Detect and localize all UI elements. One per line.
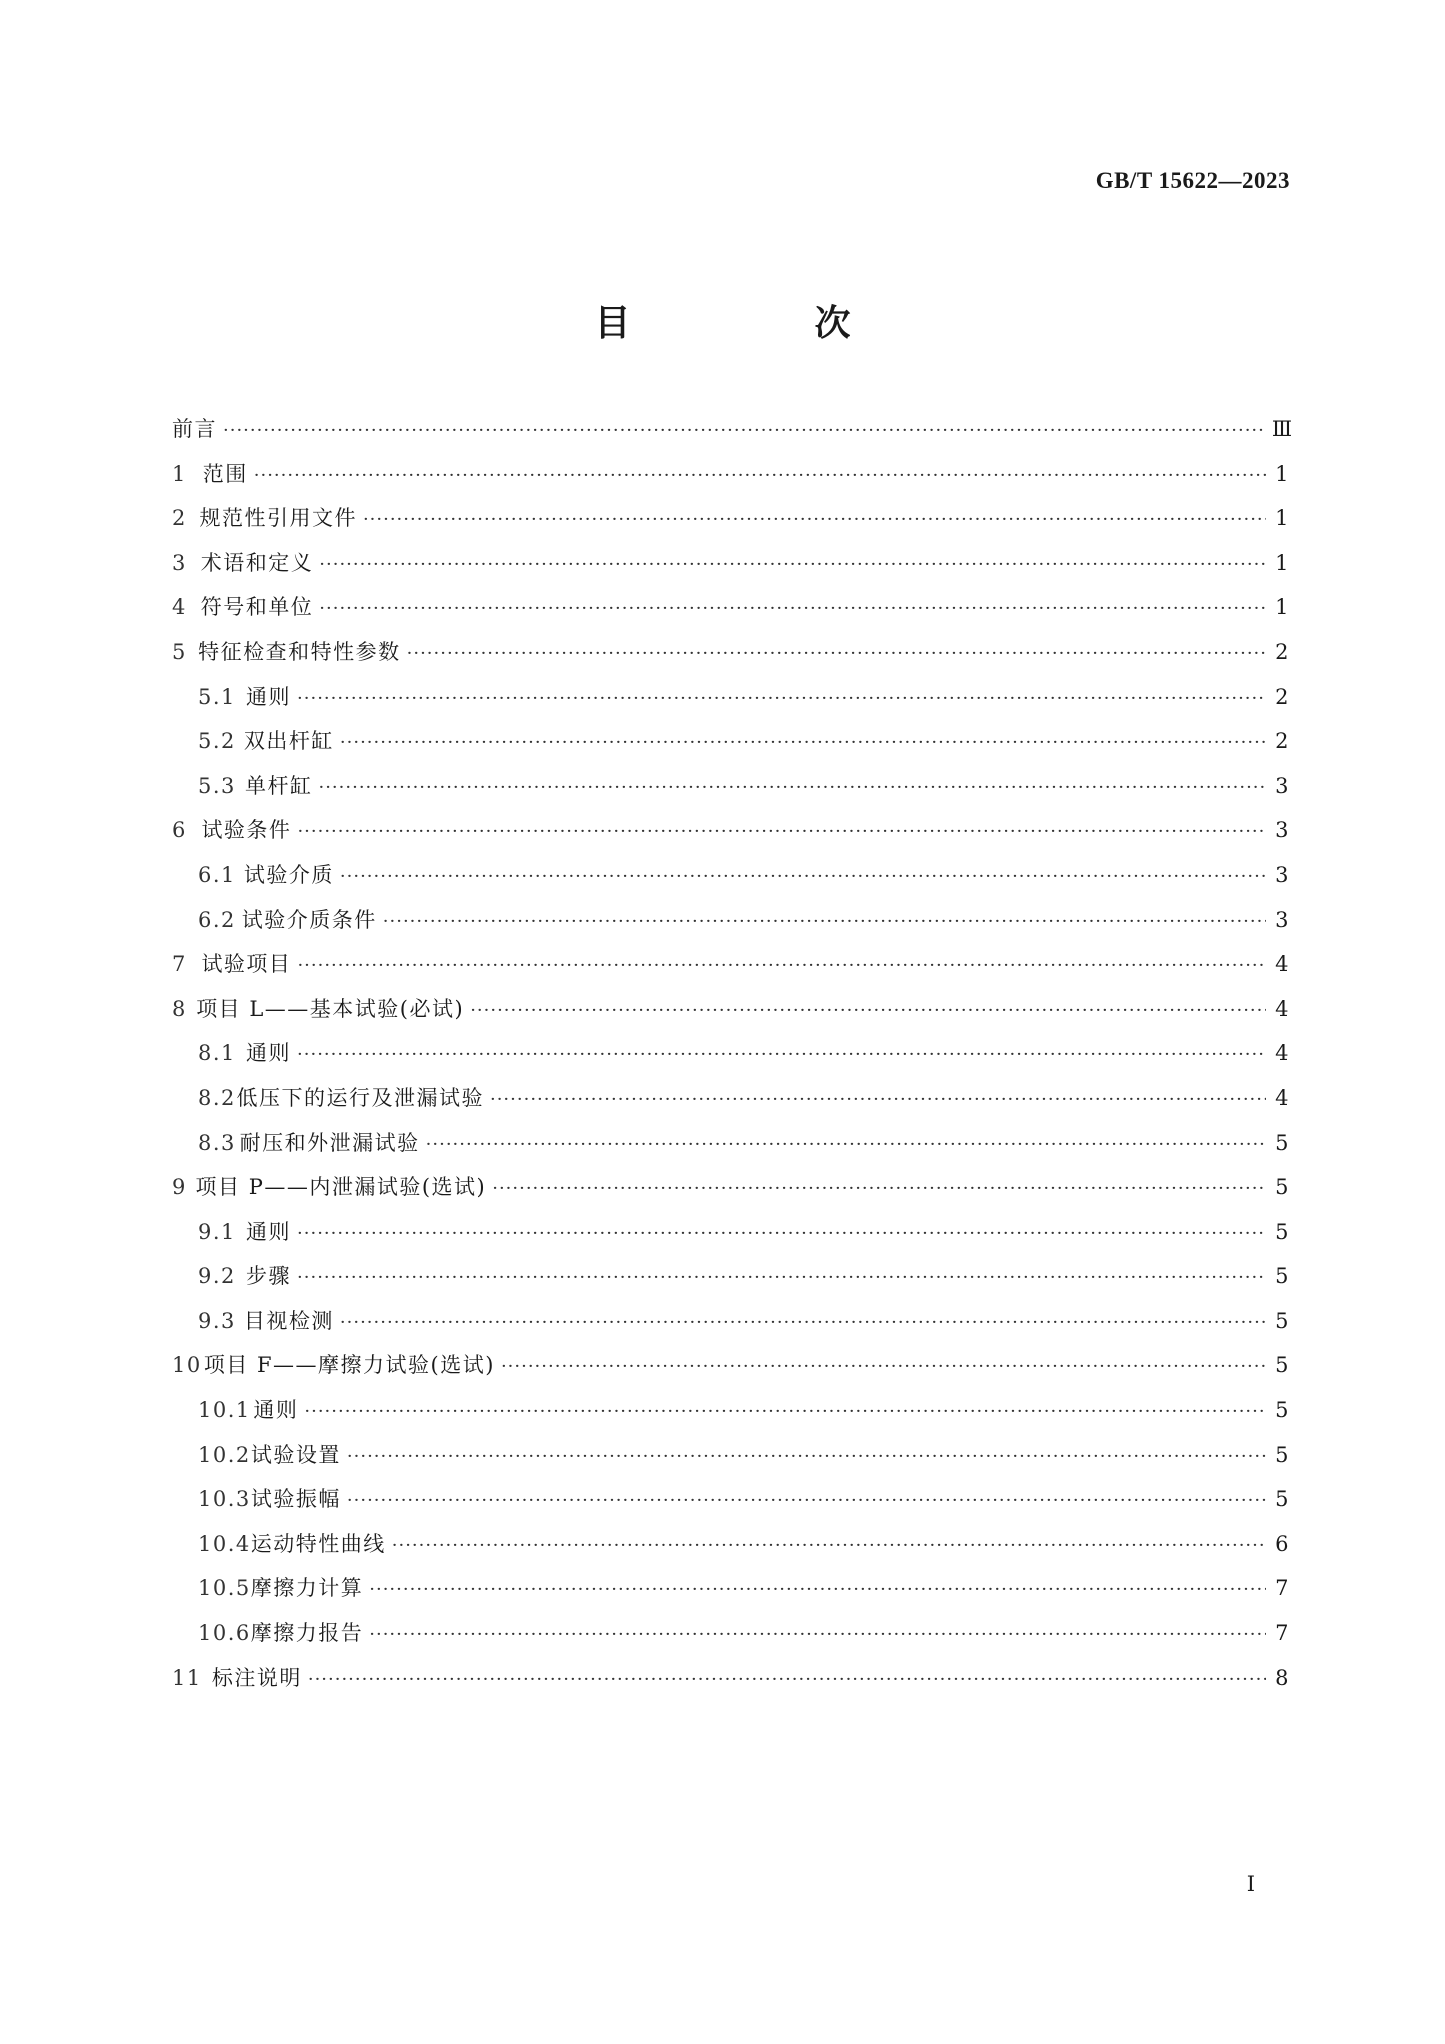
toc-entry[interactable] <box>172 1440 1290 1485</box>
toc-dot-leader <box>297 1040 1266 1070</box>
toc-entry-title: 试验介质 <box>243 862 334 887</box>
toc-entry[interactable] <box>172 1172 1290 1217</box>
toc-entry-number: 6.2 <box>198 907 236 932</box>
toc-entry-page: 4 <box>1275 1041 1290 1066</box>
toc-entry-title: 范围 <box>202 461 248 486</box>
toc-entry[interactable] <box>172 994 1290 1039</box>
toc-dot-leader <box>347 1486 1266 1516</box>
toc-entry[interactable] <box>172 1350 1290 1395</box>
toc-entry-number: 6 <box>172 818 187 843</box>
toc-entry-page: 3 <box>1275 818 1290 843</box>
toc-entry-page: Ⅲ <box>1271 417 1294 441</box>
toc-dot-leader <box>340 728 1266 758</box>
toc-entry-number: 8.3 <box>198 1130 236 1155</box>
toc-dot-leader <box>490 1085 1266 1115</box>
toc-dot-leader <box>318 773 1266 803</box>
toc-entry-title: 低压下的运行及泄漏试验 <box>236 1085 484 1110</box>
toc-entry-number: 10.4 <box>198 1531 251 1556</box>
toc-entry-page: 1 <box>1275 461 1290 486</box>
toc-entry-title: 目视检测 <box>243 1308 334 1333</box>
toc-dot-leader <box>426 1130 1266 1160</box>
toc-entry-page: 1 <box>1275 506 1290 531</box>
page-title: 目 次 <box>594 303 925 344</box>
toc-dot-leader <box>304 1397 1266 1427</box>
toc-entry-number: 10.1 <box>198 1398 251 1423</box>
toc-entry-page: 7 <box>1275 1621 1290 1646</box>
table-of-contents <box>172 414 1294 1707</box>
toc-entry-title: 耐压和外泄漏试验 <box>239 1130 420 1155</box>
toc-dot-leader <box>347 1442 1266 1472</box>
toc-entry[interactable] <box>172 592 1290 637</box>
toc-entry-title: 步骤 <box>246 1264 292 1289</box>
toc-entry-page: 5 <box>1275 1487 1290 1512</box>
toc-entry-title: 试验介质条件 <box>241 907 377 932</box>
toc-entry-page: 3 <box>1275 773 1290 798</box>
toc-entry[interactable] <box>172 1038 1290 1083</box>
toc-entry[interactable] <box>172 1261 1290 1306</box>
toc-entry[interactable] <box>172 949 1290 994</box>
toc-entry-title: 通则 <box>246 684 292 709</box>
toc-entry-number: 9.3 <box>198 1308 236 1333</box>
toc-entry[interactable] <box>172 860 1290 905</box>
toc-entry-number: 5.3 <box>198 773 236 798</box>
toc-entry-number: 10.6 <box>198 1621 251 1646</box>
toc-entry-page: 4 <box>1275 1085 1290 1110</box>
toc-dot-leader <box>501 1352 1266 1382</box>
toc-entry-number: 8.2 <box>198 1085 236 1110</box>
toc-entry-page: 3 <box>1275 862 1290 887</box>
standard-code: GB/T 15622—2023 <box>1095 168 1290 193</box>
toc-entry-title: 术语和定义 <box>200 550 314 575</box>
toc-entry-number: 3 <box>172 550 187 575</box>
toc-entry-number: 6.1 <box>198 862 236 887</box>
toc-entry-number: 9.1 <box>198 1219 236 1244</box>
toc-entry-title: 通则 <box>246 1041 292 1066</box>
toc-entry-title: 通则 <box>253 1398 299 1423</box>
toc-entry-number: 11 <box>172 1665 202 1690</box>
toc-entry-page: 1 <box>1275 550 1290 575</box>
toc-dot-leader <box>369 1620 1266 1650</box>
toc-entry-page: 5 <box>1275 1175 1290 1200</box>
toc-entry[interactable] <box>172 1618 1290 1663</box>
toc-entry-number: 5.2 <box>198 729 236 754</box>
toc-dot-leader <box>363 505 1266 535</box>
toc-entry-number: 2 <box>172 506 187 531</box>
toc-dot-leader <box>308 1665 1266 1695</box>
toc-entry-title: 试验项目 <box>201 952 292 977</box>
toc-entry-page: 6 <box>1275 1531 1290 1556</box>
toc-dot-leader <box>297 1219 1266 1249</box>
toc-dot-leader <box>319 594 1266 624</box>
toc-entry-number: 9 <box>172 1175 187 1200</box>
toc-entry-number: 10.2 <box>198 1442 251 1467</box>
toc-entry-title: 试验条件 <box>201 818 292 843</box>
toc-entry-title: 特征检查和特性参数 <box>198 639 401 664</box>
toc-entry[interactable] <box>172 1573 1290 1618</box>
toc-entry-title: 摩擦力计算 <box>250 1576 364 1601</box>
toc-dot-leader <box>407 639 1266 669</box>
toc-entry-title: 通则 <box>246 1219 292 1244</box>
toc-entry-page: 2 <box>1275 639 1290 664</box>
toc-dot-leader <box>492 1174 1266 1204</box>
toc-entry-page: 5 <box>1275 1308 1290 1333</box>
toc-entry[interactable] <box>172 1529 1290 1574</box>
toc-entry-title: 项目 F——摩擦力试验(选试) <box>203 1353 495 1378</box>
toc-entry-page: 1 <box>1275 595 1290 620</box>
toc-dot-leader <box>319 550 1266 580</box>
toc-entry-number: 8 <box>172 996 187 1021</box>
toc-entry[interactable] <box>172 682 1290 727</box>
toc-entry-number: 5.1 <box>198 684 236 709</box>
toc-entry[interactable] <box>172 726 1290 771</box>
toc-entry-title: 前言 <box>172 417 217 441</box>
toc-entry-page: 5 <box>1275 1130 1290 1155</box>
toc-entry[interactable] <box>172 1128 1290 1173</box>
toc-entry-number: 10.5 <box>198 1576 251 1601</box>
toc-entry[interactable] <box>172 503 1290 548</box>
toc-entry-page: 7 <box>1275 1576 1290 1601</box>
toc-entry-page: 2 <box>1275 684 1290 709</box>
toc-entry-page: 3 <box>1275 907 1290 932</box>
toc-entry[interactable] <box>172 414 1294 459</box>
toc-entry-number: 10 <box>172 1353 202 1378</box>
toc-entry-page: 2 <box>1275 729 1290 754</box>
toc-dot-leader <box>297 951 1266 981</box>
toc-entry-number: 5 <box>172 639 187 664</box>
toc-entry-page: 5 <box>1275 1353 1290 1378</box>
toc-entry-title: 试验设置 <box>250 1442 341 1467</box>
toc-entry-title: 运动特性曲线 <box>250 1531 386 1556</box>
toc-entry-title: 项目 P——内泄漏试验(选试) <box>195 1175 487 1200</box>
toc-entry-title: 符号和单位 <box>200 595 314 620</box>
toc-dot-leader <box>383 907 1266 937</box>
toc-dot-leader <box>392 1531 1266 1561</box>
toc-dot-leader <box>340 862 1266 892</box>
toc-entry-title: 规范性引用文件 <box>199 506 357 531</box>
toc-entry-number: 9.2 <box>198 1264 236 1289</box>
toc-entry[interactable] <box>172 637 1290 682</box>
toc-entry[interactable] <box>172 815 1290 860</box>
toc-dot-leader <box>470 996 1266 1026</box>
toc-entry-number: 8.1 <box>198 1041 236 1066</box>
toc-entry-page: 5 <box>1275 1219 1290 1244</box>
toc-entry[interactable] <box>172 1395 1290 1440</box>
toc-entry-page: 8 <box>1275 1665 1290 1690</box>
toc-entry[interactable] <box>172 1083 1290 1128</box>
toc-entry-title: 单杆缸 <box>244 773 313 798</box>
toc-dot-leader <box>297 1263 1266 1293</box>
toc-entry-title: 摩擦力报告 <box>250 1621 364 1646</box>
toc-entry[interactable] <box>172 1306 1290 1351</box>
toc-dot-leader <box>254 461 1266 491</box>
toc-dot-leader <box>297 817 1266 847</box>
toc-entry-title: 双出杆缸 <box>243 729 334 754</box>
page-number: I <box>1246 1872 1255 1896</box>
toc-entry-number: 4 <box>172 595 187 620</box>
toc-entry-number: 10.3 <box>198 1487 251 1512</box>
toc-entry-page: 5 <box>1275 1264 1290 1289</box>
toc-entry-title: 试验振幅 <box>250 1487 341 1512</box>
toc-entry[interactable] <box>172 548 1290 593</box>
toc-entry-number: 7 <box>172 952 187 977</box>
toc-dot-leader <box>223 416 1264 446</box>
toc-entry[interactable] <box>172 905 1290 950</box>
toc-entry-page: 5 <box>1275 1398 1290 1423</box>
toc-dot-leader <box>297 684 1266 714</box>
toc-entry-page: 4 <box>1275 952 1290 977</box>
toc-entry-title: 项目 L——基本试验(必试) <box>196 996 465 1021</box>
toc-entry[interactable] <box>172 1217 1290 1262</box>
toc-entry[interactable] <box>172 1484 1290 1529</box>
toc-entry[interactable] <box>172 771 1290 816</box>
toc-dot-leader <box>340 1308 1266 1338</box>
toc-entry[interactable] <box>172 1663 1290 1708</box>
toc-entry-page: 4 <box>1275 996 1290 1021</box>
toc-dot-leader <box>369 1575 1266 1605</box>
toc-entry-number: 1 <box>172 461 187 486</box>
toc-entry-title: 标注说明 <box>211 1665 302 1690</box>
toc-entry[interactable] <box>172 459 1290 504</box>
toc-entry-page: 5 <box>1275 1442 1290 1467</box>
